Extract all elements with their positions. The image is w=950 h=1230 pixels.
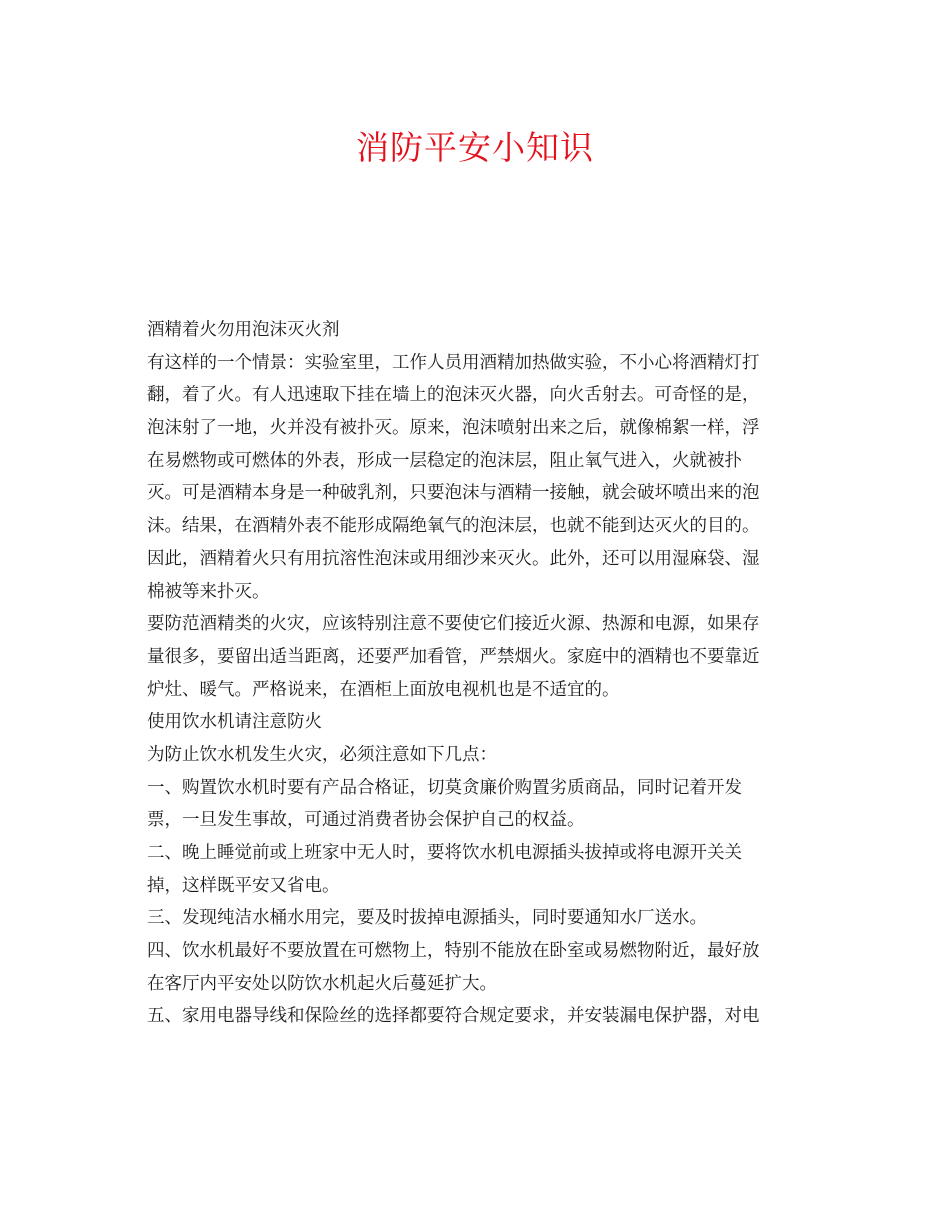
body-line: 因此，酒精着火只有用抗溶性泡沫或用细沙来灭火。此外，还可以用湿麻袋、湿: [147, 548, 760, 569]
list-item-4: 四、饮水机最好不要放置在可燃物上，特别不能放在卧室或易燃物附近，最好放: [147, 941, 760, 962]
body-line: 棉被等来扑灭。: [147, 581, 270, 602]
body-line: 量很多，要留出适当距离，还要严加看管，严禁烟火。家庭中的酒精也不要靠近: [147, 646, 760, 667]
body-line: 为防止饮水机发生火灾，必须注意如下几点：: [147, 744, 497, 765]
section-heading-water-dispenser: 使用饮水机请注意防火: [147, 712, 322, 733]
body-line: 灭。可是酒精本身是一种破乳剂，只要泡沫与酒精一接触，就会破坏喷出来的泡: [147, 483, 760, 504]
list-item-5: 五、家用电器导线和保险丝的选择都要符合规定要求，并安装漏电保护器，对电: [147, 1006, 760, 1027]
body-line: 有这样的一个情景：实验室里，工作人员用酒精加热做实验，不小心将酒精灯打: [147, 352, 760, 373]
body-line: 在客厅内平安处以防饮水机起火后蔓延扩大。: [147, 973, 497, 994]
page-title: 消防平安小知识: [356, 128, 594, 167]
section-heading-alcohol-fire: 酒精着火勿用泡沫灭火剂: [147, 320, 340, 340]
body-line: 在易燃物或可燃体的外表，形成一层稳定的泡沫层，阻止氧气进入，火就被扑: [147, 450, 742, 471]
document-body: [147, 314, 807, 1033]
list-item-2: 二、晚上睡觉前或上班家中无人时，要将饮水机电源插头拔掉或将电源开关关: [147, 843, 742, 863]
body-line: 掉，这样既平安又省电。: [147, 875, 340, 896]
list-item-1: 一、购置饮水机时要有产品合格证，切莫贪廉价购置劣质商品，同时记着开发: [147, 777, 742, 798]
body-line: 票，一旦发生事故，可通过消费者协会保护自己的权益。: [147, 810, 585, 831]
body-line: 沫。结果，在酒精外表不能形成隔绝氧气的泡沫层，也就不能到达灭火的目的。: [147, 516, 760, 537]
body-line: 翻，着了火。有人迅速取下挂在墙上的泡沫灭火器，向火舌射去。可奇怪的是，: [147, 385, 760, 406]
body-line: 要防范酒精类的火灾，应该特别注意不要使它们接近火源、热源和电源，如果存: [147, 614, 760, 635]
body-line: 炉灶、暖气。严格说来，在酒柜上面放电视机也是不适宜的。: [147, 679, 620, 700]
list-item-3: 三、发现纯洁水桶水用完，要及时拔掉电源插头，同时要通知水厂送水。: [147, 908, 707, 929]
body-line: 泡沫射了一地，火并没有被扑灭。原来，泡沫喷射出来之后，就像棉絮一样，浮: [147, 418, 760, 439]
